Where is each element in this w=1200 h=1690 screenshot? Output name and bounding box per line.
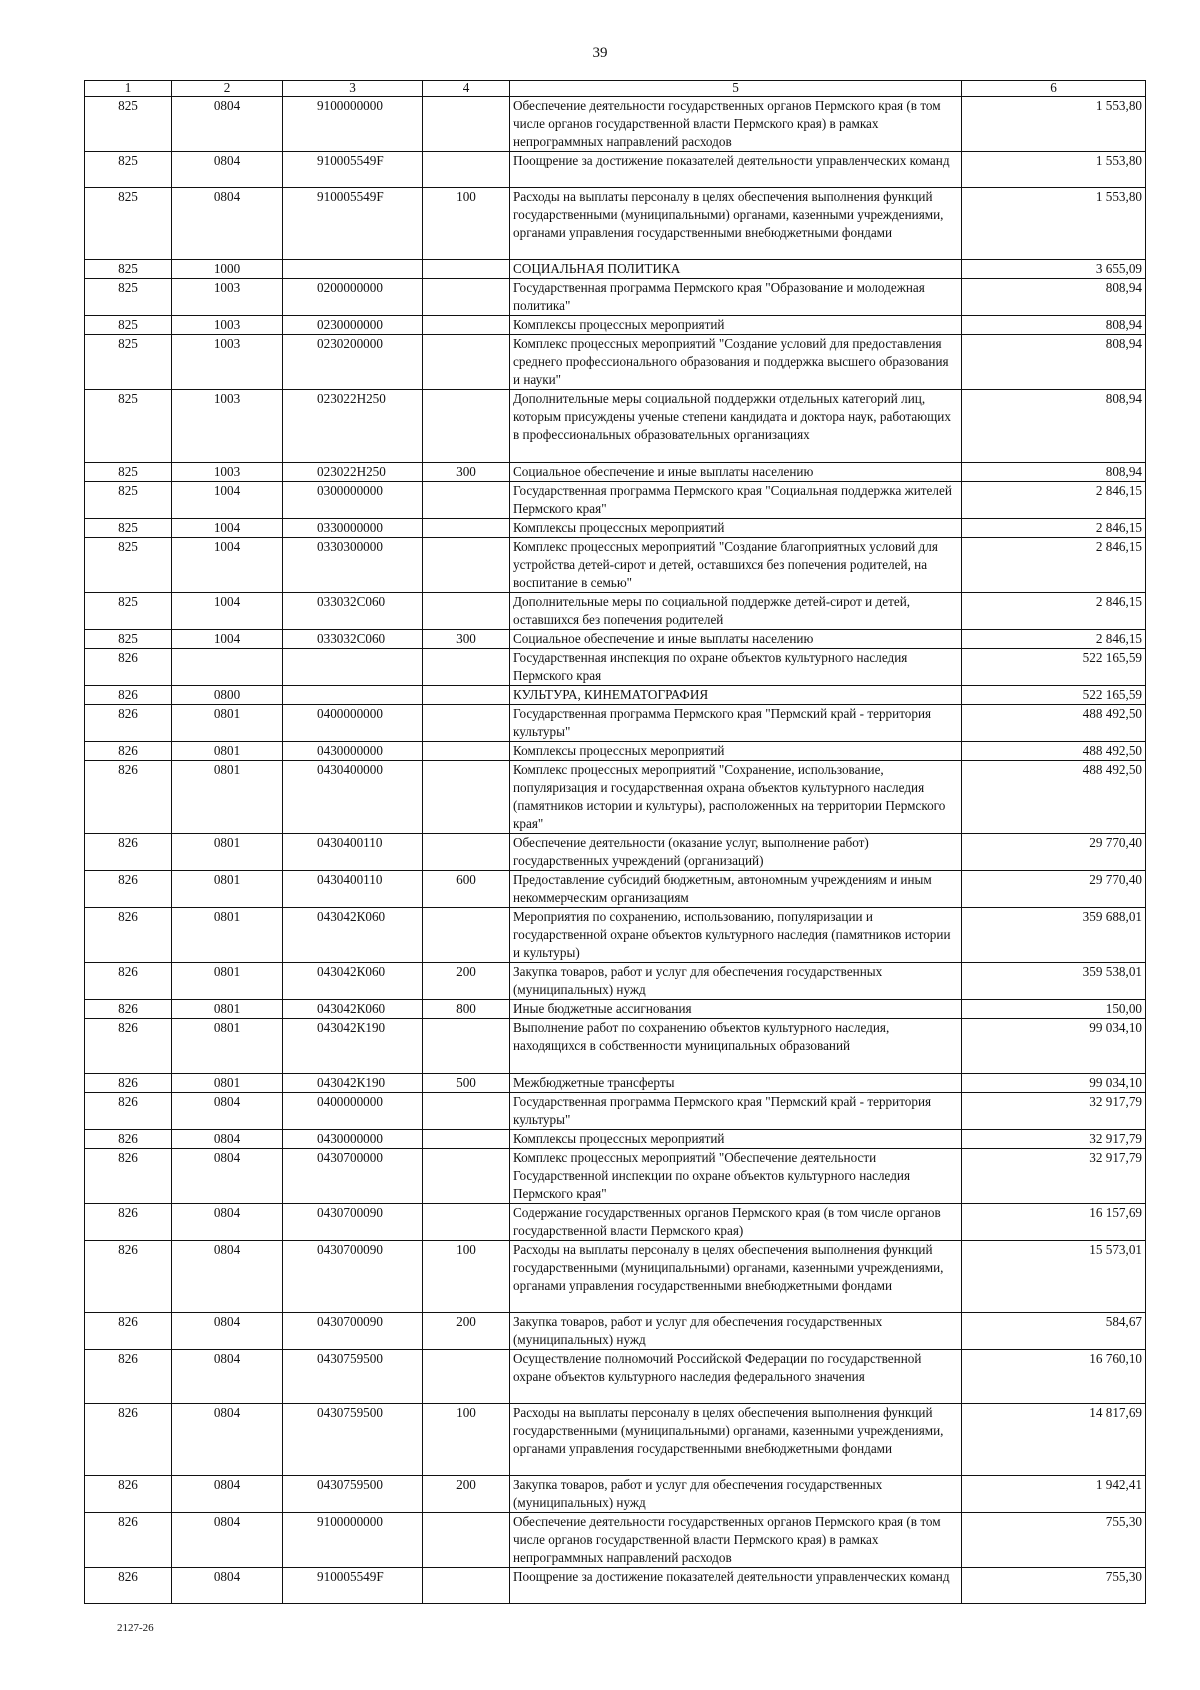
cell-department: 825: [85, 260, 172, 279]
cell-section: 0801: [172, 908, 283, 963]
cell-description: Комплексы процессных мероприятий: [510, 316, 962, 335]
cell-expense-type: 100: [423, 188, 510, 260]
cell-target-article: 043042К060: [283, 908, 423, 963]
cell-section: 0804: [172, 1313, 283, 1350]
cell-target-article: 043042К190: [283, 1074, 423, 1093]
cell-amount: 522 165,59: [962, 649, 1146, 686]
cell-expense-type: [423, 834, 510, 871]
cell-department: 826: [85, 1130, 172, 1149]
cell-department: 826: [85, 1476, 172, 1513]
cell-amount: 522 165,59: [962, 686, 1146, 705]
table-row: [85, 1476, 1146, 1513]
table-header: [85, 81, 1146, 97]
table-row: [85, 1350, 1146, 1404]
table-row: [85, 1074, 1146, 1093]
table-row: [85, 1513, 1146, 1568]
cell-amount: 14 817,69: [962, 1404, 1146, 1476]
cell-amount: 1 553,80: [962, 152, 1146, 188]
cell-department: 825: [85, 279, 172, 316]
cell-description: Комплекс процессных мероприятий "Создание условий для предоставления среднего профессионального образования и поддержка высшего образования и науки": [510, 335, 962, 390]
cell-amount: 150,00: [962, 1000, 1146, 1019]
cell-target-article: 033032С060: [283, 630, 423, 649]
cell-department: 826: [85, 1313, 172, 1350]
cell-amount: 2 846,15: [962, 593, 1146, 630]
table-row: [85, 834, 1146, 871]
table-row: [85, 1149, 1146, 1204]
cell-department: 826: [85, 742, 172, 761]
cell-section: 1004: [172, 519, 283, 538]
cell-description: Обеспечение деятельности государственных органов Пермского края (в том числе органов государственной власти Пермского края) в рамках непрограммных направлений расходов: [510, 97, 962, 152]
cell-section: 0801: [172, 963, 283, 1000]
table-row: [85, 686, 1146, 705]
cell-expense-type: [423, 1568, 510, 1604]
cell-department: 826: [85, 1019, 172, 1074]
table-row: [85, 705, 1146, 742]
cell-amount: 808,94: [962, 390, 1146, 463]
cell-description: СОЦИАЛЬНАЯ ПОЛИТИКА: [510, 260, 962, 279]
cell-section: 0801: [172, 1019, 283, 1074]
table-row: [85, 908, 1146, 963]
cell-target-article: 910005549F: [283, 188, 423, 260]
cell-expense-type: [423, 316, 510, 335]
table-row: [85, 1404, 1146, 1476]
table-row: [85, 152, 1146, 188]
cell-section: 0801: [172, 1000, 283, 1019]
cell-expense-type: [423, 152, 510, 188]
table-row: [85, 279, 1146, 316]
cell-department: 826: [85, 871, 172, 908]
cell-target-article: 0400000000: [283, 1093, 423, 1130]
cell-description: Закупка товаров, работ и услуг для обеспечения государственных (муниципальных) нужд: [510, 1313, 962, 1350]
cell-expense-type: 200: [423, 963, 510, 1000]
cell-section: 0804: [172, 1130, 283, 1149]
cell-amount: 32 917,79: [962, 1149, 1146, 1204]
cell-amount: 584,67: [962, 1313, 1146, 1350]
cell-section: 0804: [172, 1350, 283, 1404]
table-row: [85, 1204, 1146, 1241]
cell-description: Закупка товаров, работ и услуг для обеспечения государственных (муниципальных) нужд: [510, 963, 962, 1000]
cell-target-article: 0400000000: [283, 705, 423, 742]
cell-department: 826: [85, 705, 172, 742]
cell-section: 1004: [172, 482, 283, 519]
cell-expense-type: 100: [423, 1404, 510, 1476]
cell-expense-type: [423, 649, 510, 686]
table-row: [85, 260, 1146, 279]
cell-description: Комплексы процессных мероприятий: [510, 742, 962, 761]
cell-department: 826: [85, 1074, 172, 1093]
cell-description: Обеспечение деятельности (оказание услуг, выполнение работ) государственных учреждений (организаций): [510, 834, 962, 871]
cell-expense-type: [423, 705, 510, 742]
cell-amount: 755,30: [962, 1568, 1146, 1604]
cell-amount: 16 157,69: [962, 1204, 1146, 1241]
table-row: [85, 1130, 1146, 1149]
cell-target-article: 0230200000: [283, 335, 423, 390]
cell-section: 0801: [172, 705, 283, 742]
cell-description: Расходы на выплаты персоналу в целях обеспечения выполнения функций государственными (муниципальными) органами, казенными учреждениями, органами управления государственными внебюджетными фондами: [510, 1241, 962, 1313]
cell-amount: 16 760,10: [962, 1350, 1146, 1404]
cell-target-article: 0200000000: [283, 279, 423, 316]
cell-department: 826: [85, 963, 172, 1000]
cell-department: 826: [85, 1093, 172, 1130]
cell-section: 1004: [172, 630, 283, 649]
cell-department: 826: [85, 1149, 172, 1204]
cell-amount: 15 573,01: [962, 1241, 1146, 1313]
cell-description: Иные бюджетные ассигнования: [510, 1000, 962, 1019]
cell-amount: 359 688,01: [962, 908, 1146, 963]
cell-description: КУЛЬТУРА, КИНЕМАТОГРАФИЯ: [510, 686, 962, 705]
table-row: [85, 1019, 1146, 1074]
cell-description: Закупка товаров, работ и услуг для обеспечения государственных (муниципальных) нужд: [510, 1476, 962, 1513]
table-row: [85, 1093, 1146, 1130]
cell-description: Осуществление полномочий Российской Федерации по государственной охране объектов культурного наследия федерального значения: [510, 1350, 962, 1404]
cell-description: Комплексы процессных мероприятий: [510, 519, 962, 538]
cell-section: 0804: [172, 1476, 283, 1513]
table-row: [85, 742, 1146, 761]
cell-amount: 1 553,80: [962, 188, 1146, 260]
cell-expense-type: 300: [423, 630, 510, 649]
cell-target-article: [283, 649, 423, 686]
cell-department: 826: [85, 1000, 172, 1019]
column-header: 6: [962, 81, 1146, 97]
table-row: [85, 538, 1146, 593]
cell-department: 826: [85, 1350, 172, 1404]
cell-amount: 808,94: [962, 316, 1146, 335]
cell-department: 825: [85, 335, 172, 390]
table-row: [85, 463, 1146, 482]
table-row: [85, 593, 1146, 630]
cell-description: Обеспечение деятельности государственных органов Пермского края (в том числе органов государственной власти Пермского края) в рамках непрограммных направлений расходов: [510, 1513, 962, 1568]
cell-target-article: 0430759500: [283, 1404, 423, 1476]
cell-section: 0804: [172, 1568, 283, 1604]
cell-expense-type: [423, 593, 510, 630]
table-row: [85, 871, 1146, 908]
cell-expense-type: [423, 1019, 510, 1074]
cell-department: 826: [85, 761, 172, 834]
cell-description: Мероприятия по сохранению, использованию, популяризации и государственной охране объектов культурного наследия (памятников истории и культуры): [510, 908, 962, 963]
cell-amount: 1 942,41: [962, 1476, 1146, 1513]
cell-target-article: 0430759500: [283, 1350, 423, 1404]
table-row: [85, 963, 1146, 1000]
cell-target-article: 0430000000: [283, 1130, 423, 1149]
cell-section: 0801: [172, 761, 283, 834]
cell-target-article: 0430000000: [283, 742, 423, 761]
budget-table: [84, 80, 1146, 1604]
cell-amount: 2 846,15: [962, 538, 1146, 593]
column-header: 1: [85, 81, 172, 97]
header-row: [85, 81, 1146, 97]
cell-target-article: 0430700090: [283, 1241, 423, 1313]
table-row: [85, 1241, 1146, 1313]
cell-target-article: 0430700000: [283, 1149, 423, 1204]
cell-section: 1004: [172, 593, 283, 630]
cell-expense-type: 300: [423, 463, 510, 482]
cell-amount: 2 846,15: [962, 519, 1146, 538]
table-row: [85, 390, 1146, 463]
cell-department: 825: [85, 593, 172, 630]
cell-target-article: [283, 686, 423, 705]
cell-description: Дополнительные меры по социальной поддержке детей-сирот и детей, оставшихся без попечения родителей: [510, 593, 962, 630]
cell-department: 825: [85, 630, 172, 649]
cell-target-article: 0230000000: [283, 316, 423, 335]
cell-amount: 99 034,10: [962, 1019, 1146, 1074]
cell-expense-type: [423, 686, 510, 705]
cell-target-article: 033032С060: [283, 593, 423, 630]
cell-department: 826: [85, 1241, 172, 1313]
table-row: [85, 1313, 1146, 1350]
cell-expense-type: [423, 482, 510, 519]
cell-department: 825: [85, 519, 172, 538]
cell-expense-type: 100: [423, 1241, 510, 1313]
cell-amount: 808,94: [962, 335, 1146, 390]
cell-expense-type: [423, 1350, 510, 1404]
cell-target-article: 043042К060: [283, 963, 423, 1000]
cell-section: 1000: [172, 260, 283, 279]
table-row: [85, 630, 1146, 649]
cell-description: Межбюджетные трансферты: [510, 1074, 962, 1093]
cell-section: 1003: [172, 335, 283, 390]
cell-amount: 1 553,80: [962, 97, 1146, 152]
cell-description: Государственная программа Пермского края "Пермский край - территория культуры": [510, 705, 962, 742]
cell-target-article: 023022Н250: [283, 390, 423, 463]
page-number: 39: [592, 45, 608, 61]
cell-expense-type: [423, 335, 510, 390]
cell-department: 825: [85, 482, 172, 519]
cell-expense-type: [423, 260, 510, 279]
cell-section: 1003: [172, 316, 283, 335]
cell-section: 1003: [172, 463, 283, 482]
cell-department: 826: [85, 1204, 172, 1241]
cell-expense-type: [423, 1513, 510, 1568]
cell-expense-type: 200: [423, 1476, 510, 1513]
cell-expense-type: [423, 538, 510, 593]
cell-department: 825: [85, 538, 172, 593]
cell-target-article: 0330300000: [283, 538, 423, 593]
cell-section: 0801: [172, 834, 283, 871]
cell-target-article: 9100000000: [283, 97, 423, 152]
cell-expense-type: [423, 908, 510, 963]
column-header: 2: [172, 81, 283, 97]
cell-department: 826: [85, 686, 172, 705]
cell-description: Государственная программа Пермского края "Социальная поддержка жителей Пермского края": [510, 482, 962, 519]
cell-target-article: 043042К060: [283, 1000, 423, 1019]
cell-department: 825: [85, 188, 172, 260]
cell-description: Расходы на выплаты персоналу в целях обеспечения выполнения функций государственными (муниципальными) органами, казенными учреждениями, органами управления государственными внебюджетными фондами: [510, 1404, 962, 1476]
cell-target-article: 0430400110: [283, 834, 423, 871]
table-row: [85, 1000, 1146, 1019]
cell-amount: 2 846,15: [962, 482, 1146, 519]
cell-expense-type: [423, 1093, 510, 1130]
cell-expense-type: [423, 761, 510, 834]
cell-description: Государственная программа Пермского края "Пермский край - территория культуры": [510, 1093, 962, 1130]
cell-description: Социальное обеспечение и иные выплаты населению: [510, 630, 962, 649]
cell-section: 0801: [172, 742, 283, 761]
cell-expense-type: [423, 1149, 510, 1204]
cell-expense-type: 500: [423, 1074, 510, 1093]
cell-description: Поощрение за достижение показателей деятельности управленческих команд: [510, 152, 962, 188]
cell-department: 826: [85, 834, 172, 871]
cell-target-article: 9100000000: [283, 1513, 423, 1568]
cell-amount: 808,94: [962, 279, 1146, 316]
cell-section: 0804: [172, 188, 283, 260]
cell-expense-type: 600: [423, 871, 510, 908]
cell-department: 826: [85, 1513, 172, 1568]
cell-amount: 488 492,50: [962, 705, 1146, 742]
cell-section: 0804: [172, 1404, 283, 1476]
cell-section: 0804: [172, 1204, 283, 1241]
cell-expense-type: [423, 1204, 510, 1241]
cell-section: 1004: [172, 538, 283, 593]
cell-description: Комплекс процессных мероприятий "Создание благоприятных условий для устройства детей-сирот и детей, оставшихся без попечения родителей, на воспитание в семью": [510, 538, 962, 593]
cell-expense-type: [423, 519, 510, 538]
cell-target-article: 0430700090: [283, 1313, 423, 1350]
cell-target-article: 910005549F: [283, 152, 423, 188]
table-row: [85, 519, 1146, 538]
cell-description: Комплекс процессных мероприятий "Обеспечение деятельности Государственной инспекции по охране объектов культурного наследия Пермского края": [510, 1149, 962, 1204]
cell-section: 0804: [172, 152, 283, 188]
cell-department: 825: [85, 463, 172, 482]
cell-amount: 755,30: [962, 1513, 1146, 1568]
cell-section: [172, 649, 283, 686]
cell-amount: 29 770,40: [962, 871, 1146, 908]
cell-department: 825: [85, 390, 172, 463]
cell-expense-type: 800: [423, 1000, 510, 1019]
cell-amount: 808,94: [962, 463, 1146, 482]
cell-description: Социальное обеспечение и иные выплаты населению: [510, 463, 962, 482]
cell-description: Комплексы процессных мероприятий: [510, 1130, 962, 1149]
cell-department: 825: [85, 152, 172, 188]
cell-target-article: 0300000000: [283, 482, 423, 519]
table-row: [85, 316, 1146, 335]
cell-section: 0800: [172, 686, 283, 705]
table-row: [85, 1568, 1146, 1604]
cell-section: 0801: [172, 1074, 283, 1093]
cell-section: 1003: [172, 279, 283, 316]
cell-department: 826: [85, 1568, 172, 1604]
cell-expense-type: [423, 1130, 510, 1149]
cell-description: Государственная инспекция по охране объектов культурного наследия Пермского края: [510, 649, 962, 686]
cell-section: 0804: [172, 1513, 283, 1568]
table-row: [85, 188, 1146, 260]
cell-amount: 3 655,09: [962, 260, 1146, 279]
cell-target-article: [283, 260, 423, 279]
cell-amount: 32 917,79: [962, 1093, 1146, 1130]
column-header: 3: [283, 81, 423, 97]
table-row: [85, 649, 1146, 686]
cell-description: Расходы на выплаты персоналу в целях обеспечения выполнения функций государственными (муниципальными) органами, казенными учреждениями, органами управления государственными внебюджетными фондами: [510, 188, 962, 260]
cell-section: 0804: [172, 1149, 283, 1204]
cell-amount: 488 492,50: [962, 742, 1146, 761]
cell-amount: 29 770,40: [962, 834, 1146, 871]
column-header: 5: [510, 81, 962, 97]
cell-target-article: 910005549F: [283, 1568, 423, 1604]
table-body: [85, 97, 1146, 1604]
cell-section: 0804: [172, 97, 283, 152]
cell-expense-type: [423, 742, 510, 761]
table-row: [85, 482, 1146, 519]
table-row: [85, 335, 1146, 390]
cell-description: Комплекс процессных мероприятий "Сохранение, использование, популяризация и государственная охрана объектов культурного наследия (памятников истории и культуры), расположенных на территории Пермского края": [510, 761, 962, 834]
cell-amount: 2 846,15: [962, 630, 1146, 649]
cell-expense-type: [423, 279, 510, 316]
cell-target-article: 0430700090: [283, 1204, 423, 1241]
cell-department: 825: [85, 316, 172, 335]
cell-amount: 359 538,01: [962, 963, 1146, 1000]
cell-department: 825: [85, 97, 172, 152]
cell-amount: 32 917,79: [962, 1130, 1146, 1149]
column-header: 4: [423, 81, 510, 97]
cell-description: Государственная программа Пермского края "Образование и молодежная политика": [510, 279, 962, 316]
table-row: [85, 97, 1146, 152]
cell-section: 1003: [172, 390, 283, 463]
cell-description: Поощрение за достижение показателей деятельности управленческих команд: [510, 1568, 962, 1604]
cell-expense-type: [423, 390, 510, 463]
cell-department: 826: [85, 1404, 172, 1476]
cell-target-article: 043042К190: [283, 1019, 423, 1074]
table-row: [85, 761, 1146, 834]
cell-target-article: 0330000000: [283, 519, 423, 538]
cell-target-article: 0430759500: [283, 1476, 423, 1513]
cell-description: Дополнительные меры социальной поддержки отдельных категорий лиц, которым присуждены ученые степени кандидата и доктора наук, работающих в профессиональных образовательных организациях: [510, 390, 962, 463]
cell-amount: 99 034,10: [962, 1074, 1146, 1093]
cell-section: 0801: [172, 871, 283, 908]
cell-expense-type: [423, 97, 510, 152]
cell-target-article: 023022Н250: [283, 463, 423, 482]
cell-department: 826: [85, 908, 172, 963]
document-code: 2127-26: [117, 1622, 154, 1634]
cell-description: Содержание государственных органов Пермского края (в том числе органов государственной власти Пермского края): [510, 1204, 962, 1241]
cell-department: 826: [85, 649, 172, 686]
cell-expense-type: 200: [423, 1313, 510, 1350]
cell-section: 0804: [172, 1241, 283, 1313]
cell-description: Выполнение работ по сохранению объектов культурного наследия, находящихся в собственности муниципальных образований: [510, 1019, 962, 1074]
cell-target-article: 0430400000: [283, 761, 423, 834]
cell-amount: 488 492,50: [962, 761, 1146, 834]
cell-target-article: 0430400110: [283, 871, 423, 908]
cell-section: 0804: [172, 1093, 283, 1130]
cell-description: Предоставление субсидий бюджетным, автономным учреждениям и иным некоммерческим организациям: [510, 871, 962, 908]
